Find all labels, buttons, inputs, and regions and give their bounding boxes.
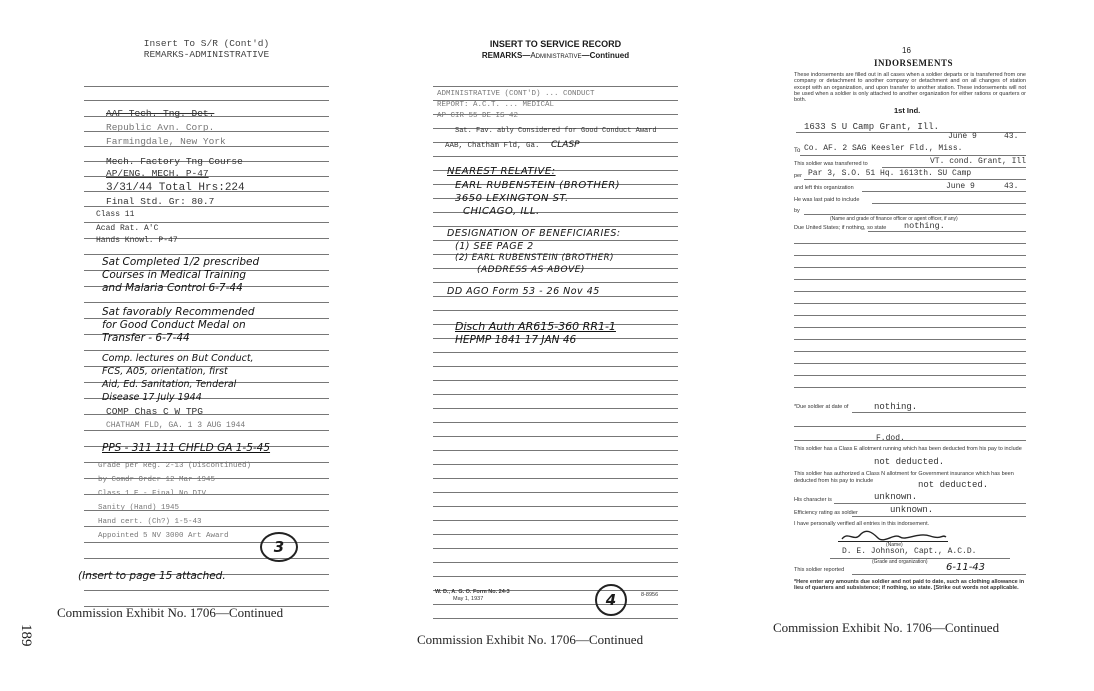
- left-hand-note-9: Aid, Ed. Sanitation, Tenderal: [102, 379, 237, 390]
- middle-beneficiary-line-2: (2) EARL RUBENSTEIN (BROTHER): [455, 253, 614, 263]
- left-footer-note: (Insert to page 15 attached.: [78, 570, 226, 582]
- right-due-us-label: Due United States; if nothing, so state: [794, 225, 887, 231]
- left-record-page: [78, 38, 329, 588]
- right-character-value: unknown.: [874, 492, 918, 502]
- right-ind-title: 1st Ind.: [894, 106, 921, 115]
- middle-record-page: [433, 38, 678, 616]
- left-stamp-comp: COMP Chas C W TPG: [106, 406, 203, 417]
- right-footnote: *Here enter any amounts due soldier and not paid to date, such as clothing allowance in lieu of quarters and subsistence; if nothing, so state. [Strike out words not applicable.: [794, 579, 1025, 591]
- left-hand-note-4: Sat favorably Recommended: [102, 306, 255, 318]
- left-entry-pps: PPS - 311 111 CHFLD GA 1-5-45: [102, 442, 271, 454]
- right-efficiency-value: unknown.: [890, 505, 934, 515]
- page-number: 189: [18, 624, 34, 647]
- left-hand-note-5: for Good Conduct Medal on: [102, 319, 246, 331]
- middle-nearest-line-2: 3650 LEXINGTON ST.: [455, 193, 569, 204]
- middle-subtitle-c: —Continued: [581, 51, 630, 60]
- right-year-1: 43.: [1004, 132, 1019, 141]
- right-class-e-value: not deducted.: [874, 457, 945, 467]
- caption-middle: Commission Exhibit No. 1706—Continued: [417, 632, 644, 647]
- right-class-e-label: This soldier has a Class E allotment running which has been deducted from his pay to include: [794, 446, 1022, 452]
- left-line-4: Mech. Factory Tng Course: [106, 156, 243, 167]
- right-certify: I have personally verified all entries in this indorsement.: [794, 521, 930, 527]
- caption-right: Commission Exhibit No. 1706—Continued: [773, 620, 1000, 635]
- left-hand-note-1: Sat Completed 1/2 prescribed: [102, 256, 260, 268]
- middle-beneficiary-line-1: (1) SEE PAGE 2: [455, 241, 534, 252]
- middle-nearest-line-1: EARL RUBENSTEIN (BROTHER): [455, 180, 621, 191]
- left-hand-note-6: Transfer - 6-7-44: [102, 332, 190, 344]
- right-to-value: Co. AF. 2 SAG Keesler Fld., Miss.: [804, 144, 963, 153]
- middle-typed-good-conduct: Sat. Fav. ably Considered for Good Conduct Award: [455, 127, 657, 135]
- right-title: INDORSEMENTS: [874, 58, 954, 68]
- middle-title: INSERT TO SERVICE RECORD: [489, 39, 622, 49]
- right-transferred-label: This soldier was transferred to: [794, 161, 868, 167]
- middle-faint-line-3: AP CIR 55 DE IS 42: [437, 112, 519, 120]
- right-class-n-label: This soldier has authorized a Class N allotment for Government insurance which has been deducted from his pay to include: [794, 471, 1014, 484]
- right-instructions: These indorsements are filled out in all cases when a soldier departs or is transferred from one company or detachment to another company or detachment and on all changes of station except with an organization, and upon transfer to another station. These indorsements will not be used when a soldier is only attached to another organization for either rations or quarters or both.: [794, 72, 1026, 104]
- left-line-1: AAF Tech. Tng. Det.: [106, 108, 215, 119]
- left-lower-line-6: Appointed 5 NV 3000 Art Award: [98, 532, 229, 540]
- right-character-label: His character is: [794, 497, 832, 503]
- left-lower-line-4: Sanity (Hand) 1945: [98, 504, 180, 512]
- right-class-n-value: not deducted.: [918, 480, 989, 490]
- right-paid-label: He was last paid to include: [794, 197, 860, 203]
- right-due-soldier-value: nothing.: [874, 402, 918, 412]
- middle-page-circle-number: 4: [595, 584, 627, 616]
- right-from-line: 1633 S U Camp Grant, Ill.: [804, 122, 940, 132]
- left-header-subtitle: REMARKS-ADMINISTRATIVE: [143, 49, 270, 60]
- right-year-2: 43.: [1004, 182, 1019, 191]
- left-line-10: Hands Knowl. P-47: [96, 236, 178, 245]
- right-efficiency-label: Efficiency rating as soldier: [794, 510, 858, 516]
- left-line-9: Acad Rat. A'C: [96, 224, 159, 233]
- left-hand-note-8: FCS, A05, orientation, first: [102, 366, 228, 377]
- right-reported-label: This soldier reported: [794, 567, 845, 573]
- right-due-us-value: nothing.: [904, 221, 945, 231]
- left-hand-note-7: Comp. lectures on But Conduct,: [102, 353, 254, 364]
- caption-left: Commission Exhibit No. 1706—Continued: [57, 605, 284, 620]
- middle-beneficiary-line-3: (ADDRESS AS ABOVE): [477, 265, 585, 275]
- right-date-2: June 9: [946, 182, 975, 191]
- right-sig-caption: (Name): [886, 542, 903, 548]
- right-page-label: 16: [902, 46, 911, 55]
- left-page-circle-number: 3: [260, 532, 298, 562]
- right-by-label: by: [794, 208, 800, 214]
- middle-nearest-relative-title: NEAREST RELATIVE:: [447, 166, 556, 177]
- left-line-5: AP/ENG. MECH. P-47: [106, 168, 209, 179]
- right-date-1: June 9: [948, 132, 977, 141]
- right-due-soldier-label: *Due soldier at date of: [794, 404, 849, 410]
- left-line-7: Final Std. Gr: 80.7: [106, 196, 215, 207]
- left-hand-note-2: Courses in Medical Training: [102, 269, 247, 281]
- left-lower-line-2: by Comdr Order 12 Mar 1945: [98, 476, 216, 484]
- middle-form-number: [435, 589, 510, 603]
- left-lower-line-5: Hand cert. (Ch?) 1-5-43: [98, 518, 202, 526]
- right-per-value: Par 3, S.O. 51 Hq. 1613th. SU Camp: [808, 169, 972, 178]
- right-signature: [838, 529, 948, 542]
- middle-subtitle: [433, 50, 678, 62]
- middle-form-footer-2: May 1, 1937: [453, 596, 484, 602]
- middle-faint-line-2: REPORT: A.C.T. ... MEDICAL: [437, 101, 555, 109]
- left-line-8: Class 11: [96, 210, 135, 219]
- left-line-2: Republic Avn. Corp.: [106, 122, 215, 133]
- middle-discharge-hepmp: HEPMP 1841 17 JAN 46: [455, 334, 577, 346]
- right-to-label: To: [794, 148, 801, 154]
- middle-beneficiary-title: DESIGNATION OF BENEFICIARIES:: [447, 228, 621, 239]
- right-transferred-value: VT. cond. Grant, Ill: [930, 157, 1027, 166]
- middle-typed-aab: AAB, Chatham Fld, Ga.: [445, 142, 540, 150]
- left-line-6: 3/31/44 Total Hrs:224: [106, 182, 245, 194]
- signature-scrawl-icon: [838, 530, 948, 542]
- right-name-caption: (Name and grade of finance officer or agent officer, if any): [830, 216, 958, 222]
- left-hand-note-3: and Malaria Control 6-7-44: [102, 282, 243, 294]
- right-left-label: and left this organization: [794, 185, 854, 191]
- middle-faint-line-1: ADMINISTRATIVE (CONT'D) ... CONDUCT: [437, 90, 595, 98]
- right-reported-value: 6-11-43: [946, 562, 986, 573]
- middle-discharge-auth: Disch Auth AR615-360 RR1-1: [455, 320, 616, 333]
- right-fdd: F.dod.: [876, 434, 905, 443]
- middle-subtitle-a: REMARKS—: [481, 51, 531, 60]
- middle-nearest-line-3: CHICAGO, ILL.: [463, 206, 540, 217]
- right-grade-caption: (Grade and organization): [872, 559, 928, 565]
- left-stamp-chatham: CHATHAM FLD, GA. 1 3 AUG 1944: [106, 421, 246, 430]
- middle-subtitle-b: Administrative: [530, 51, 582, 60]
- left-lower-line-3: Class 1 E - Final No DIV: [98, 490, 207, 498]
- left-header-title: Insert To S/R (Cont'd): [143, 38, 270, 49]
- left-line-3: Farmingdale, New York: [106, 136, 226, 147]
- middle-form-code: 8-8956: [641, 592, 659, 598]
- middle-typed-clasp: CLASP: [551, 140, 580, 150]
- middle-dd-ago-line: DD AGO Form 53 - 26 Nov 45: [447, 286, 600, 297]
- right-indorsement-page: [790, 42, 1030, 591]
- right-blank-lines: [794, 231, 1026, 401]
- left-lower-line-1: Grade per Reg. 2-13 (Discontinued): [98, 462, 252, 470]
- right-officer: D. E. Johnson, Capt., A.C.D.: [842, 547, 977, 556]
- middle-form-footer-1: W. D., A. G. O. Form No. 24-3: [435, 589, 510, 595]
- right-per-label: per: [794, 173, 802, 179]
- left-hand-note-10: Disease 17 July 1944: [102, 392, 202, 403]
